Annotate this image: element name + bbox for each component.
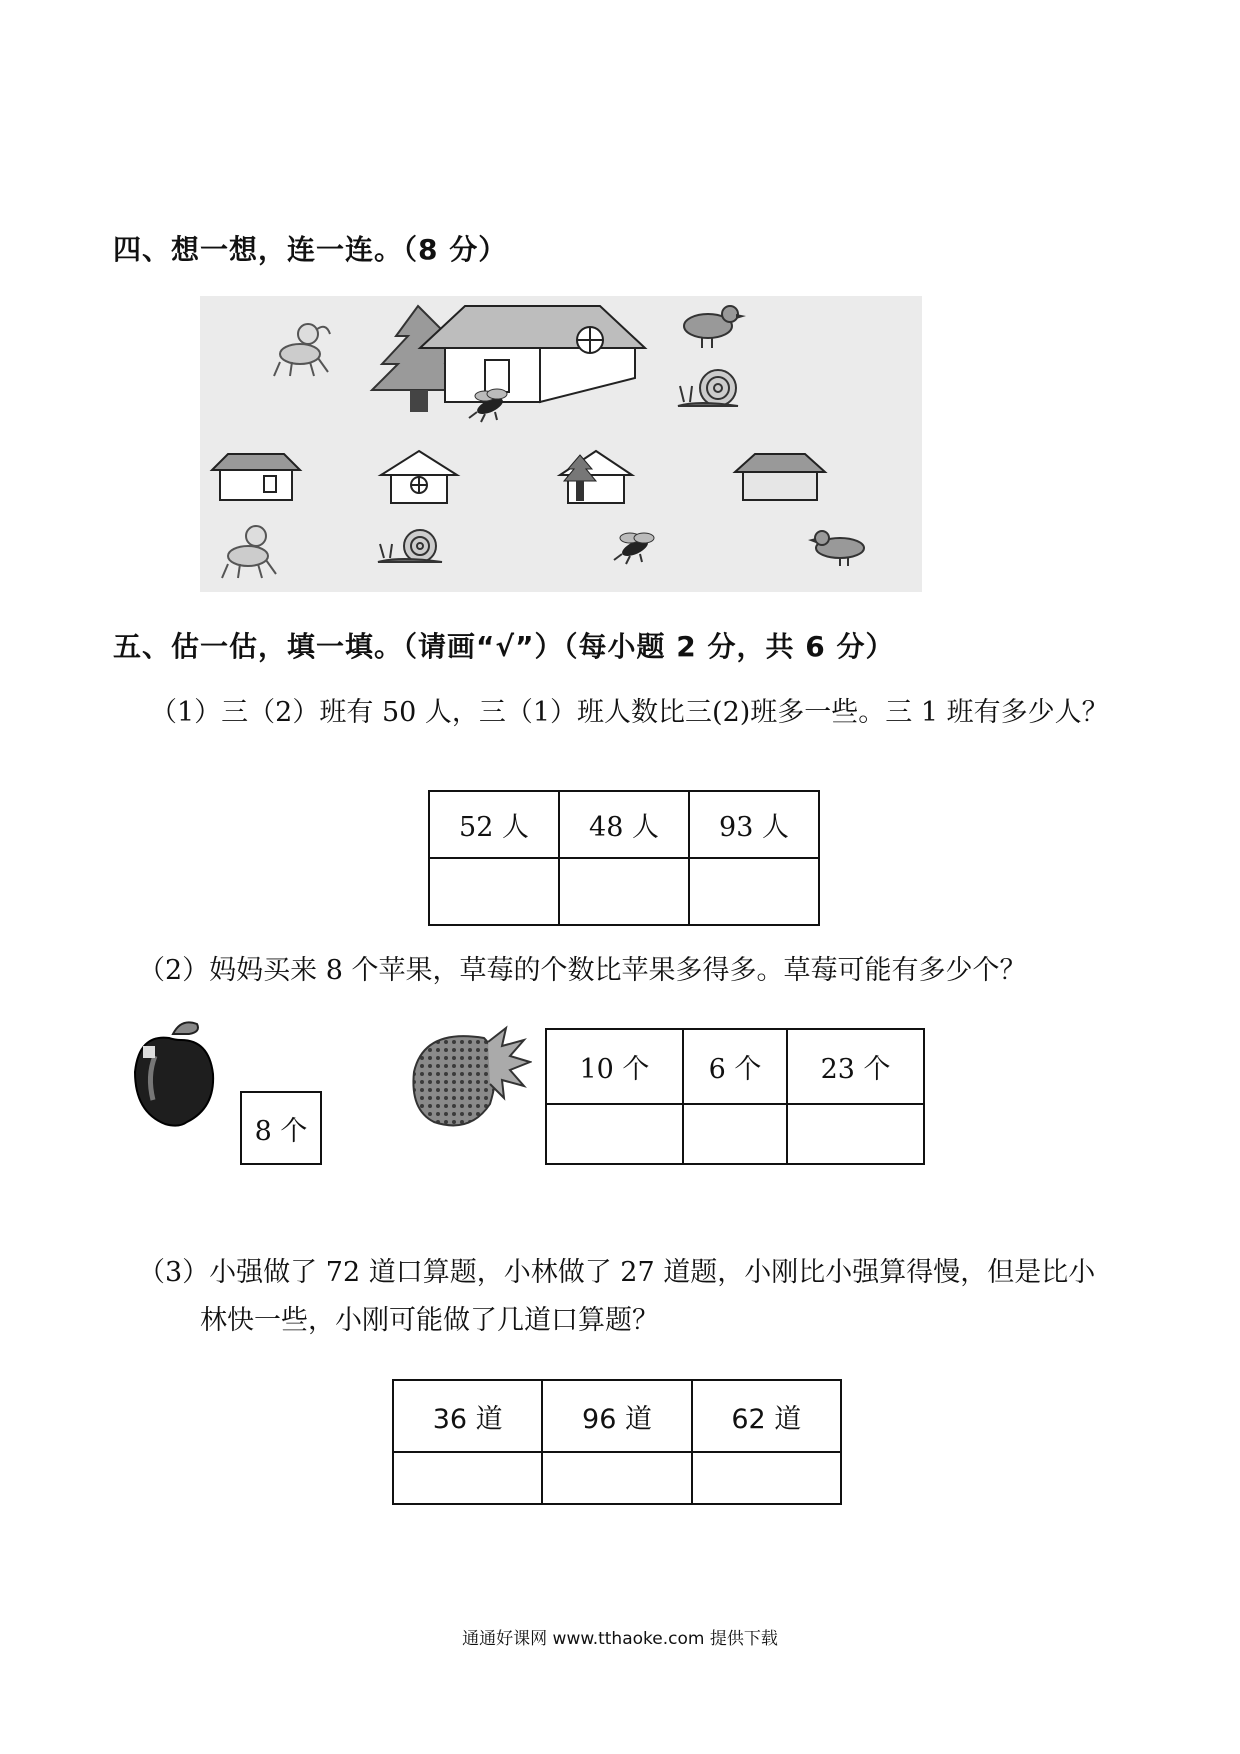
section-5-title: 五、估一估，填一填。（请画“√”）（每小题 2 分，共 6 分） [113,630,895,663]
small-house-plain-icon [735,454,825,500]
house-icon [420,306,645,402]
small-house-tree-icon [560,451,632,503]
option-cell: 36 道 [393,1380,542,1452]
small-house-door-icon [212,454,300,500]
small-house-window-icon [381,451,457,503]
matching-scene-illustration [200,296,922,592]
question-3-text-line-2: 林快一些，小刚可能做了几道口算题？ [200,1305,659,1336]
checkmark-cell[interactable] [559,858,689,925]
apple-count-box: 8 个 [240,1091,322,1165]
checkmark-cell[interactable] [429,858,559,925]
checkmark-cell[interactable] [542,1452,691,1504]
duck-icon [684,306,746,348]
question-1-answer-table [428,790,820,926]
snail-icon [378,530,442,562]
option-cell: 96 道 [542,1380,691,1452]
question-3-answer-table [392,1379,842,1505]
question-2-answer-table [545,1028,925,1165]
option-cell: 62 道 [692,1380,841,1452]
checkmark-cell[interactable] [683,1104,787,1164]
checkmark-cell[interactable] [692,1452,841,1504]
duck-icon [808,531,864,566]
checkmark-cell[interactable] [689,858,819,925]
matching-picture-panel [200,296,922,592]
dog-icon [274,324,330,376]
question-2-text: （2）妈妈买来 8 个苹果，草莓的个数比苹果多得多。草莓可能有多少个？ [138,955,1027,986]
checkmark-cell[interactable] [787,1104,924,1164]
question-3-text-line-1: （3）小强做了 72 道口算题，小林做了 27 道题，小刚比小强算得慢，但是比小 [138,1257,1096,1288]
fly-icon [614,533,654,564]
option-cell: 6 个 [683,1029,787,1104]
dog-icon [222,526,276,578]
apple-icon [125,1016,225,1130]
option-cell: 93 人 [689,791,819,858]
option-cell: 52 人 [429,791,559,858]
option-cell: 23 个 [787,1029,924,1104]
section-4-title: 四、想一想，连一连。（8 分） [113,233,508,266]
checkmark-cell[interactable] [546,1104,683,1164]
question-1-text: （1）三（2）班有 50 人，三（1）班人数比三(2)班多一些。三 1 班有多少人？ [150,697,1109,728]
strawberry-icon [402,1022,532,1138]
checkmark-cell[interactable] [393,1452,542,1504]
footer-text: 通通好课网 www.tthaoke.com 提供下载 [462,1629,778,1649]
snail-icon [678,370,738,406]
option-cell: 10 个 [546,1029,683,1104]
option-cell: 48 人 [559,791,689,858]
